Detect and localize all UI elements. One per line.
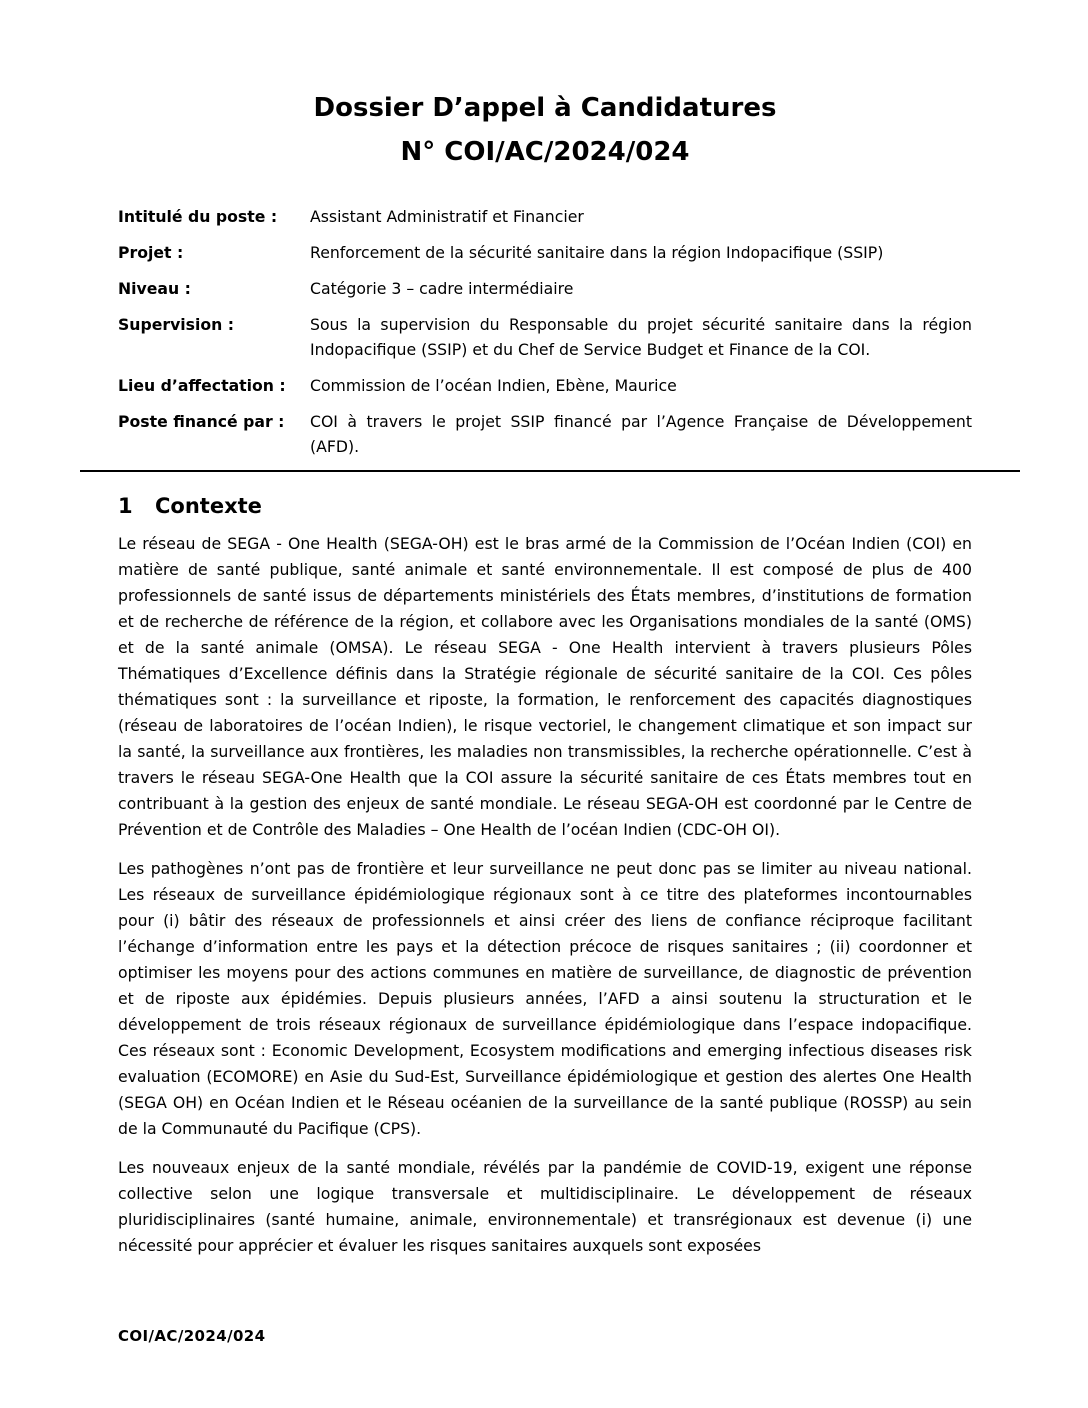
field-poste-finance-par — [118, 409, 972, 459]
field-value: Renforcement de la sécurité sanitaire dans la région Indopacifique (SSIP) — [310, 243, 884, 262]
field-label: Lieu d’affectation : — [118, 376, 286, 395]
document-title — [118, 86, 972, 174]
paragraph-contexte-3: Les nouveaux enjeux de la santé mondiale, révélés par la pandémie de COVID-19, exigent une réponse collective selon une logique transversale et multidisciplinaire. Le développement de réseaux pluridisciplinaires (santé humaine, animale, environnementale) et transrégionaux est devenue (i) une nécessité pour apprécier et évaluer les risques sanitaires auxquels sont exposées — [118, 1158, 972, 1255]
document-title-line2: N° COI/AC/2024/024 — [400, 137, 690, 167]
field-label: Poste financé par : — [118, 412, 285, 431]
section-title: Contexte — [155, 494, 262, 518]
field-label: Intitulé du poste : — [118, 207, 278, 226]
field-value: Commission de l’océan Indien, Ebène, Maurice — [310, 376, 677, 395]
field-value: COI à travers le projet SSIP financé par l’Agence Française de Développement (AFD). — [310, 412, 972, 456]
paragraph-contexte-2: Les pathogènes n’ont pas de frontière et leur surveillance ne peut donc pas se limiter au niveau national. Les réseaux de surveillance épidémiologique régionaux sont à ce titre des plateformes incontournables pour (i) bâtir des réseaux de professionnels et ainsi créer des liens de confiance réciproque facilitant l’échange d’information entre les pays et la détection précoce de risques sanitaires ; (ii) coordonner et optimiser les moyens pour des actions communes en matière de surveillance, de diagnostic de prévention et de riposte aux épidémies. Depuis plusieurs années, l’AFD a ainsi soutenu la structuration et le développement de trois réseaux régionaux de surveillance épidémiologique dans l’espace indopacifique. Ces réseaux sont : Economic Development, Ecosystem modifications and emerging infectious diseases risk evaluation (ECOMORE) en Asie du Sud-Est, Surveillance épidémiologique et gestion des alertes One Health (SEGA OH) en Océan Indien et le Réseau océanien de la surveillance de la santé publique (ROSSP) au sein de la Communauté du Pacifique (CPS). — [118, 859, 972, 1138]
footer-reference: COI/AC/2024/024 — [118, 1327, 266, 1345]
paragraph-contexte-1: Le réseau de SEGA - One Health (SEGA-OH) est le bras armé de la Commission de l’Océan Indien (COI) en matière de santé publique, santé animale et santé environnementale. Il est composé de plus de 400 professionnels de santé issus de départements ministériels des États membres, d’institutions de formation et de recherche de référence de la région, et collabore avec les Organisations mondiales de la santé (OMS) et de la santé animale (OMSA). Le réseau SEGA - One Health intervient à travers plusieurs Pôles Thématiques d’Excellence définis dans la Stratégie régionale de sécurité sanitaire de la COI. Ces pôles thématiques sont : la surveillance et riposte, la formation, le renforcement des capacités diagnostiques (réseau de laboratoires de l’océan Indien), le risque vectoriel, le changement climatique et son impact sur la santé, la surveillance aux frontières, les maladies non transmissibles, la recherche opérationnelle. C’est à travers le réseau SEGA-One Health que la COI assure la sécurité sanitaire de ces États membres tout en contribuant à la gestion des enjeux de santé mondiale. Le réseau SEGA-OH est coordonné par le Centre de Prévention et de Contrôle des Maladies – One Health de l’océan Indien (CDC-OH OI). — [118, 534, 972, 839]
field-value: Assistant Administratif et Financier — [310, 207, 584, 226]
field-niveau — [118, 276, 972, 301]
field-label: Supervision : — [118, 315, 235, 334]
field-label: Projet : — [118, 243, 184, 262]
section-heading-contexte — [118, 494, 972, 518]
document-title-line1: Dossier D’appel à Candidatures — [313, 93, 777, 123]
field-projet — [118, 240, 972, 265]
section-number: 1 — [118, 494, 133, 518]
field-lieu-daffectation — [118, 373, 972, 398]
header-fields — [118, 204, 972, 459]
field-supervision — [118, 312, 972, 362]
field-intitule-du-poste — [118, 204, 972, 229]
header-divider — [80, 470, 1020, 472]
field-label: Niveau : — [118, 279, 191, 298]
field-value: Sous la supervision du Responsable du projet sécurité sanitaire dans la région Indopacifique (SSIP) et du Chef de Service Budget et Finance de la COI. — [310, 315, 972, 359]
field-value: Catégorie 3 – cadre intermédiaire — [310, 279, 574, 298]
